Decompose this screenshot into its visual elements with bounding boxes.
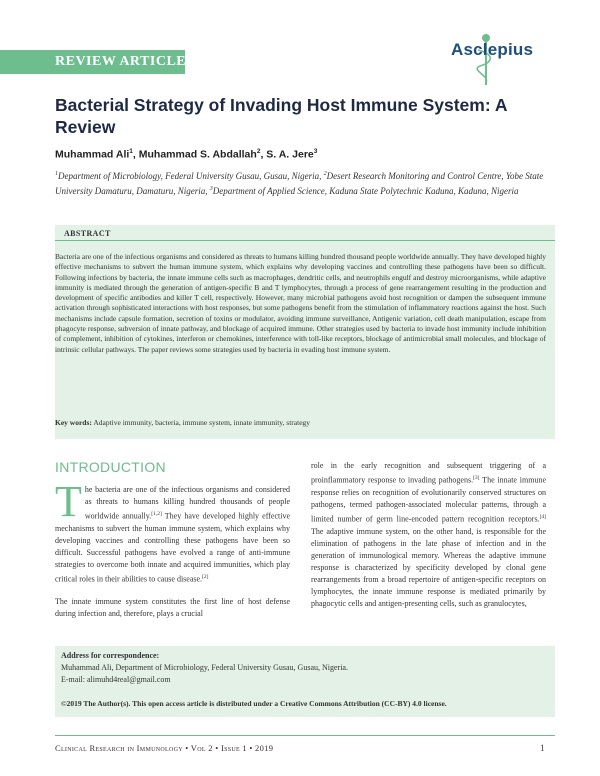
journal-footer: Clinical Research in Immunology • Vol 2 • Issue 1 • 2019 bbox=[55, 743, 274, 753]
article-title: Bacterial Strategy of Invading Host Immune System: A Review bbox=[55, 95, 507, 137]
affiliations: $^1$Department of Microbiology, Federal University Gusau, Gusau, Nigeria, $^2$Desert Research Monitoring and Control Centre, Yobe State University Damaturu, Damaturu, Nigeria, $^3$Department of Applied Science, Kaduna State Polytechnic Kaduna, Kaduna, Nigeria bbox=[55, 171, 544, 196]
footer-divider bbox=[55, 735, 555, 736]
abstract-text: Bacteria are one of the infectious organisms and considered as threats to humans killing hundred thousand people worldwide annually. They have developed highly effective mechanisms to subvert the human immune system, which explains why developing vaccines and controlling these pathogens have been so difficult. Following infections by bacteria, the innate immune cells such as macrophages, dendritic cells, and neutrophils engulf and destroy microorganisms, while adaptive immunity is mediated through the generation of antigen-specific B and T lymphocytes, through a process of gene rearrangement resulting in the production and development of specific antibodies and killer T cell, respectively. However, many microbial pathogens avoid host recognition or dampen the subsequent immune activation through sophisticated interactions with host responses, but some pathogens benefit from the stimulation of inflammatory reactions against the host. Such mechanisms include capsule formation, secretion of toxins or modulator, avoiding immune surveillance, Antigenic variation, cell death manipulation, escape from phagocyte response, subversion of innate pathway, and blockage of acquired immune. Other strategies used by bacteria to invade host immunity include inhibition of complement, inhibition of cytokines, interferon or chemokines, interference with toll-like receptors, blockage of antimicrobial small molecules, and blockage of intrinsic cellular pathways. The paper reviews some strategies used by bacteria in evading host immune system. bbox=[55, 252, 546, 354]
keywords-label: Key words: bbox=[55, 418, 92, 427]
keywords bbox=[55, 418, 535, 427]
abstract-divider bbox=[55, 240, 555, 241]
correspondence-address: Muhammad Ali, Department of Microbiology, Federal University Gusau, Gusau, Nigeria. bbox=[61, 663, 348, 672]
affiliation: Desert Research Monitoring and Control Centre, Yobe State University Damaturu, Damaturu, Nigeria, bbox=[55, 171, 544, 196]
paragraph: The innate immune system constitutes the first line of host defense during infection and, therefore, plays a crucial bbox=[55, 596, 290, 618]
correspondence-email: E-mail: alimuhd4real@gmail.com bbox=[61, 675, 171, 684]
keywords-list: Adaptive immunity, bacteria, immune system, innate immunity, strategy bbox=[93, 418, 311, 427]
text-column-right bbox=[311, 460, 546, 620]
asclepius-logo bbox=[446, 30, 556, 90]
affiliation: Department of Microbiology, Federal University Gusau, Gusau, Nigeria, bbox=[58, 171, 322, 181]
abstract-heading: ABSTRACT bbox=[64, 229, 111, 238]
paragraph: The bacteria are one of the infectious organisms and considered as threats to humans killing hundred thousands of people worldwide annually.[1,2] They have developed highly effective mechanisms to subvert the human immune system, which explains why developing vaccines and controlling these pathogens have been so difficult. Successful pathogens have evolved a range of anti-immune strategies to overcome both innate and acquired immunities, which play critical roles in their abilities to cause disease.[2] bbox=[55, 477, 290, 584]
author-name: Muhammad S. Abdallah bbox=[138, 148, 257, 161]
copyright-notice: ©2019 The Author(s). This open access article is distributed under a Creative Commons Attribution (CC-BY) 4.0 license. bbox=[61, 699, 447, 708]
page-number: 1 bbox=[540, 743, 545, 753]
drop-cap: T bbox=[55, 477, 82, 526]
correspondence-heading: Address for correspondence: bbox=[61, 651, 160, 660]
article-type-badge: REVIEW ARTICLE bbox=[55, 54, 187, 69]
affiliation: Department of Applied Science, Kaduna State Polytechnic Kaduna, Kaduna, Nigeria bbox=[212, 186, 519, 196]
author-name: S. A. Jere bbox=[266, 148, 314, 161]
logo-text: Asclepius bbox=[451, 40, 534, 59]
paragraph: role in the early recognition and subsequent triggering of a proinflammatory response to invading pathogens.[3] The innate immune response relies on recognition of evolutionarily conserved structures on pathogens, termed pathogen-associated molecular patterns, through a limited number of germ line-encoded pattern recognition receptors.[4] The adaptive immune system, on the other hand, is responsible for the elimination of pathogens in the late phase of infection and in the generation of immunological memory. Whereas the adaptive immune response is characterized by specificity developed by clonal gene rearrangements from a broad repertoire of antigen-specific receptors on lymphocytes, the innate immune response is mediated primarily by phagocytic cells and antigen-presenting cells, such as granulocytes, bbox=[311, 461, 546, 608]
text-column-left bbox=[55, 477, 290, 630]
author-name: Muhammad Ali bbox=[55, 148, 130, 161]
author-list: Muhammad Ali$^1$, Muhammad S. Abdallah$^2$, S. A. Jere$^3$ bbox=[55, 148, 318, 161]
section-heading-introduction: INTRODUCTION bbox=[55, 459, 166, 475]
